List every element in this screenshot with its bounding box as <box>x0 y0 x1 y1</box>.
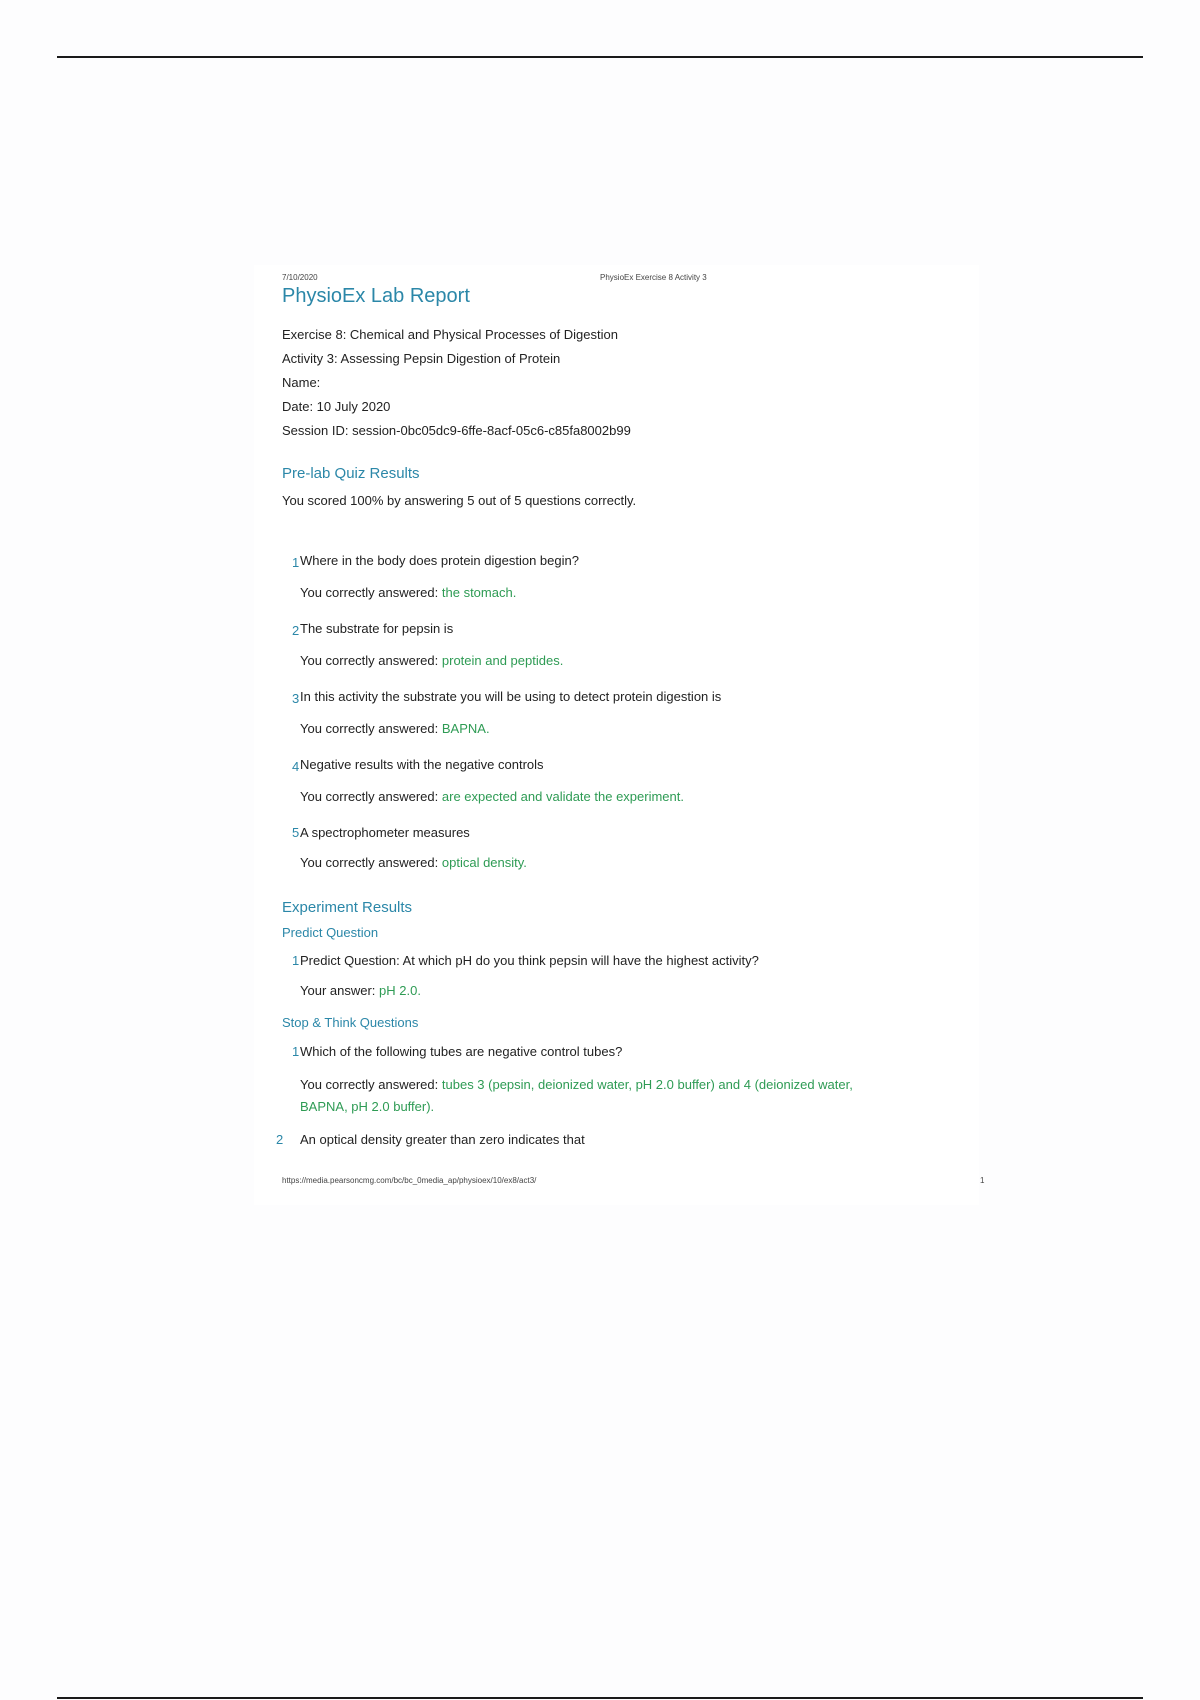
prelab-q3-answer: BAPNA. <box>441 721 490 736</box>
prelab-q5-answer: optical density. <box>441 855 527 870</box>
top-rule <box>57 56 1143 58</box>
prelab-score: You scored 100% by answering 5 out of 5 questions correctly. <box>282 493 637 508</box>
prelab-q3-text: In this activity the substrate you will be using to detect protein digestion is <box>300 689 722 704</box>
stop-q2-number: 2 <box>276 1132 284 1147</box>
page-header-title: PhysioEx Exercise 8 Activity 3 <box>600 273 707 282</box>
prelab-q4-answer: are expected and validate the experiment. <box>441 789 684 804</box>
stop-q1-answer: tubes 3 (pepsin, deionized water, pH 2.0 buffer) and 4 (deionized water, BAPNA, pH 2.0 buffer). <box>300 1077 853 1114</box>
prelab-q2-answer-line <box>300 653 563 668</box>
page-header-date: 7/10/2020 <box>282 273 318 282</box>
prelab-q4-text: Negative results with the negative controls <box>300 757 544 772</box>
prelab-q4-answer-line <box>300 789 684 804</box>
prelab-q1-number: 1 <box>292 555 300 570</box>
answer-prefix: Your answer: <box>300 983 376 998</box>
stop-think-heading: Stop & Think Questions <box>282 1015 419 1030</box>
answer-prefix: You correctly answered: <box>300 789 439 804</box>
stop-q1-number: 1 <box>292 1044 300 1059</box>
meta-name: Name: <box>282 375 321 390</box>
predict-q1-answer: pH 2.0. <box>379 983 421 998</box>
prelab-q5-number: 5 <box>292 825 300 840</box>
prelab-q3-answer-line <box>300 721 490 736</box>
predict-q1-number: 1 <box>292 953 300 968</box>
experiment-heading: Experiment Results <box>282 899 413 916</box>
prelab-q2-text: The substrate for pepsin is <box>300 621 454 636</box>
answer-prefix: You correctly answered: <box>300 855 439 870</box>
stop-q1-answer-line <box>300 1074 872 1118</box>
prelab-q4-number: 4 <box>292 759 300 774</box>
answer-prefix: You correctly answered: <box>300 585 439 600</box>
stop-q2-text: An optical density greater than zero indicates that <box>300 1132 585 1147</box>
bottom-rule <box>57 1697 1143 1699</box>
predict-q1-text: Predict Question: At which pH do you think pepsin will have the highest activity? <box>300 953 759 968</box>
prelab-q2-number: 2 <box>292 623 300 638</box>
prelab-q1-answer: the stomach. <box>441 585 517 600</box>
meta-activity: Activity 3: Assessing Pepsin Digestion of Protein <box>282 351 561 366</box>
meta-exercise: Exercise 8: Chemical and Physical Processes of Digestion <box>282 327 618 342</box>
report-title: PhysioEx Lab Report <box>282 285 470 307</box>
page-footer-number: 1 <box>980 1176 985 1185</box>
predict-q1-answer-line <box>300 983 421 998</box>
prelab-q5-answer-line <box>300 855 527 870</box>
prelab-q1-answer-line <box>300 585 516 600</box>
meta-date: Date: 10 July 2020 <box>282 399 391 414</box>
prelab-q3-number: 3 <box>292 691 300 706</box>
stop-q1-text: Which of the following tubes are negative control tubes? <box>300 1044 623 1059</box>
prelab-q5-text: A spectrophometer measures <box>300 825 470 840</box>
prelab-heading: Pre-lab Quiz Results <box>282 465 420 482</box>
page-footer-url: https://media.pearsoncmg.com/bc/bc_0media_ap/physioex/10/ex8/act3/ <box>282 1176 537 1185</box>
meta-session-id: Session ID: session-0bc05dc9-6ffe-8acf-05c6-c85fa8002b99 <box>282 423 631 438</box>
prelab-q2-answer: protein and peptides. <box>441 653 564 668</box>
answer-prefix: You correctly answered: <box>300 1077 439 1092</box>
prelab-q1-text: Where in the body does protein digestion begin? <box>300 553 579 568</box>
answer-prefix: You correctly answered: <box>300 721 439 736</box>
predict-heading: Predict Question <box>282 925 379 940</box>
answer-prefix: You correctly answered: <box>300 653 439 668</box>
report-page <box>254 265 985 1205</box>
